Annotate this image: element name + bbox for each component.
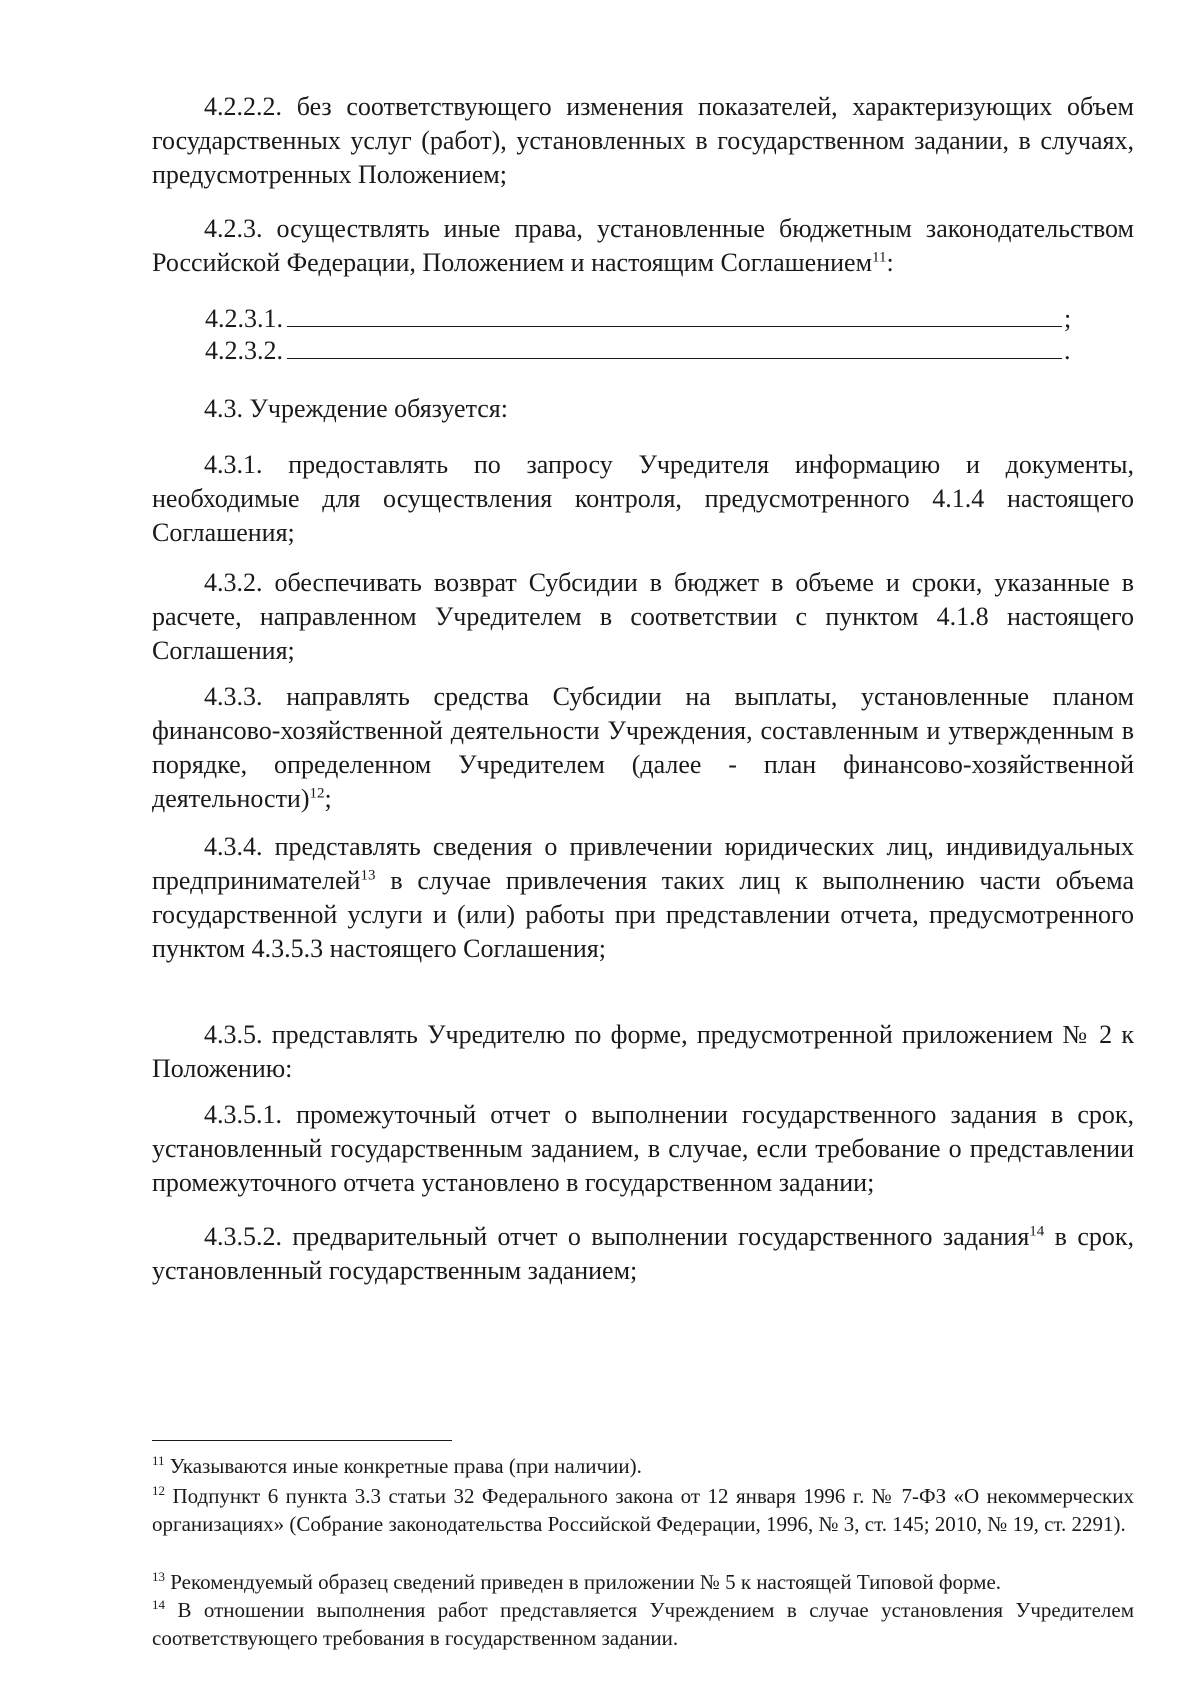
blank-line-4-2-3-2: 4.2.3.2. . <box>205 336 1071 365</box>
footnote-11: $^{11}$ Указываются иные конкретные права (при наличии). <box>152 1453 642 1478</box>
fill-in-line <box>287 336 1062 359</box>
footnote-ref-12: 12 <box>309 785 325 802</box>
paragraph-4-3: 4.3. Учреждение обязуется: <box>204 394 508 423</box>
footnote-ref-13: 13 <box>360 867 376 884</box>
paragraph-4-3-5-1: 4.3.5.1. промежуточный отчет о выполнении государственного задания в срок, установленный государственным заданием, в случае, если требование о представлении промежуточного отчета установлено в государственном задании; <box>152 1100 1134 1197</box>
paragraph-4-3-1: 4.3.1. предоставлять по запросу Учредителя информацию и документы, необходимые для осуществления контроля, предусмотренного 4.1.4 настоящего Соглашения; <box>152 450 1134 547</box>
footnote-14: $^{14}$ В отношении выполнения работ представляется Учреждением в случае установления Учредителем соответствующего требования в государственном задании. <box>152 1597 1134 1650</box>
blank-line-4-2-3-1: 4.2.3.1. ; <box>205 304 1072 333</box>
paragraph-4-3-2: 4.3.2. обеспечивать возврат Субсидии в бюджет в объеме и сроки, указанные в расчете, направленном Учредителем в соответствии с пунктом 4.1.8 настоящего Соглашения; <box>152 568 1134 665</box>
footnote-13: $^{13}$ Рекомендуемый образец сведений приведен в приложении № 5 к настоящей Типовой форме. <box>152 1569 1002 1594</box>
footnote-ref-14: 14 <box>1029 1223 1045 1240</box>
paragraph-4-2-3: 4.2.3. осуществлять иные права, установленные бюджетным законодательством Российской Федерации, Положением и настоящим Соглашением$^{11}$: <box>152 214 1134 277</box>
paragraph-4-3-5: 4.3.5. представлять Учредителю по форме, предусмотренной приложением № 2 к Положению: <box>152 1020 1134 1083</box>
footnote-ref-11: 11 <box>872 249 887 266</box>
footnote-12: $^{12}$ Подпункт 6 пункта 3.3 статьи 32 Федерального закона от 12 января 1996 г. № 7-ФЗ «О некоммерческих организациях» (Собрание законодательства Российской Федерации, 1996, № 3, ст. 145; 2010, № 19, ст. 2291). <box>152 1483 1134 1536</box>
paragraph-4-2-2-2: 4.2.2.2. без соответствующего изменения показателей, характеризующих объем государственных услуг (работ), установленных в государственном задании, в случаях, предусмотренных Положением; <box>152 92 1134 189</box>
paragraph-4-3-5-2: 4.3.5.2. предварительный отчет о выполнении государственного задания$^{14}$ в срок, установленный государственным заданием; <box>152 1222 1135 1285</box>
paragraph-4-3-4: 4.3.4. представлять сведения о привлечении юридических лиц, индивидуальных предпринимателей$^{13}$ в случае привлечения таких лиц к выполнению части объема государственной услуги и (или) работы при представлении отчета, предусмотренного пунктом 4.3.5.3 настоящего Соглашения; <box>152 832 1134 963</box>
footnote-separator <box>152 1440 452 1441</box>
fill-in-line <box>287 304 1062 327</box>
paragraph-4-3-3: 4.3.3. направлять средства Субсидии на выплаты, установленные планом финансово-хозяйственной деятельности Учреждения, составленным и утвержденным в порядке, определенном Учредителем (далее - план финансово-хозяйственной деятельности)$^{12}$; <box>152 682 1134 813</box>
